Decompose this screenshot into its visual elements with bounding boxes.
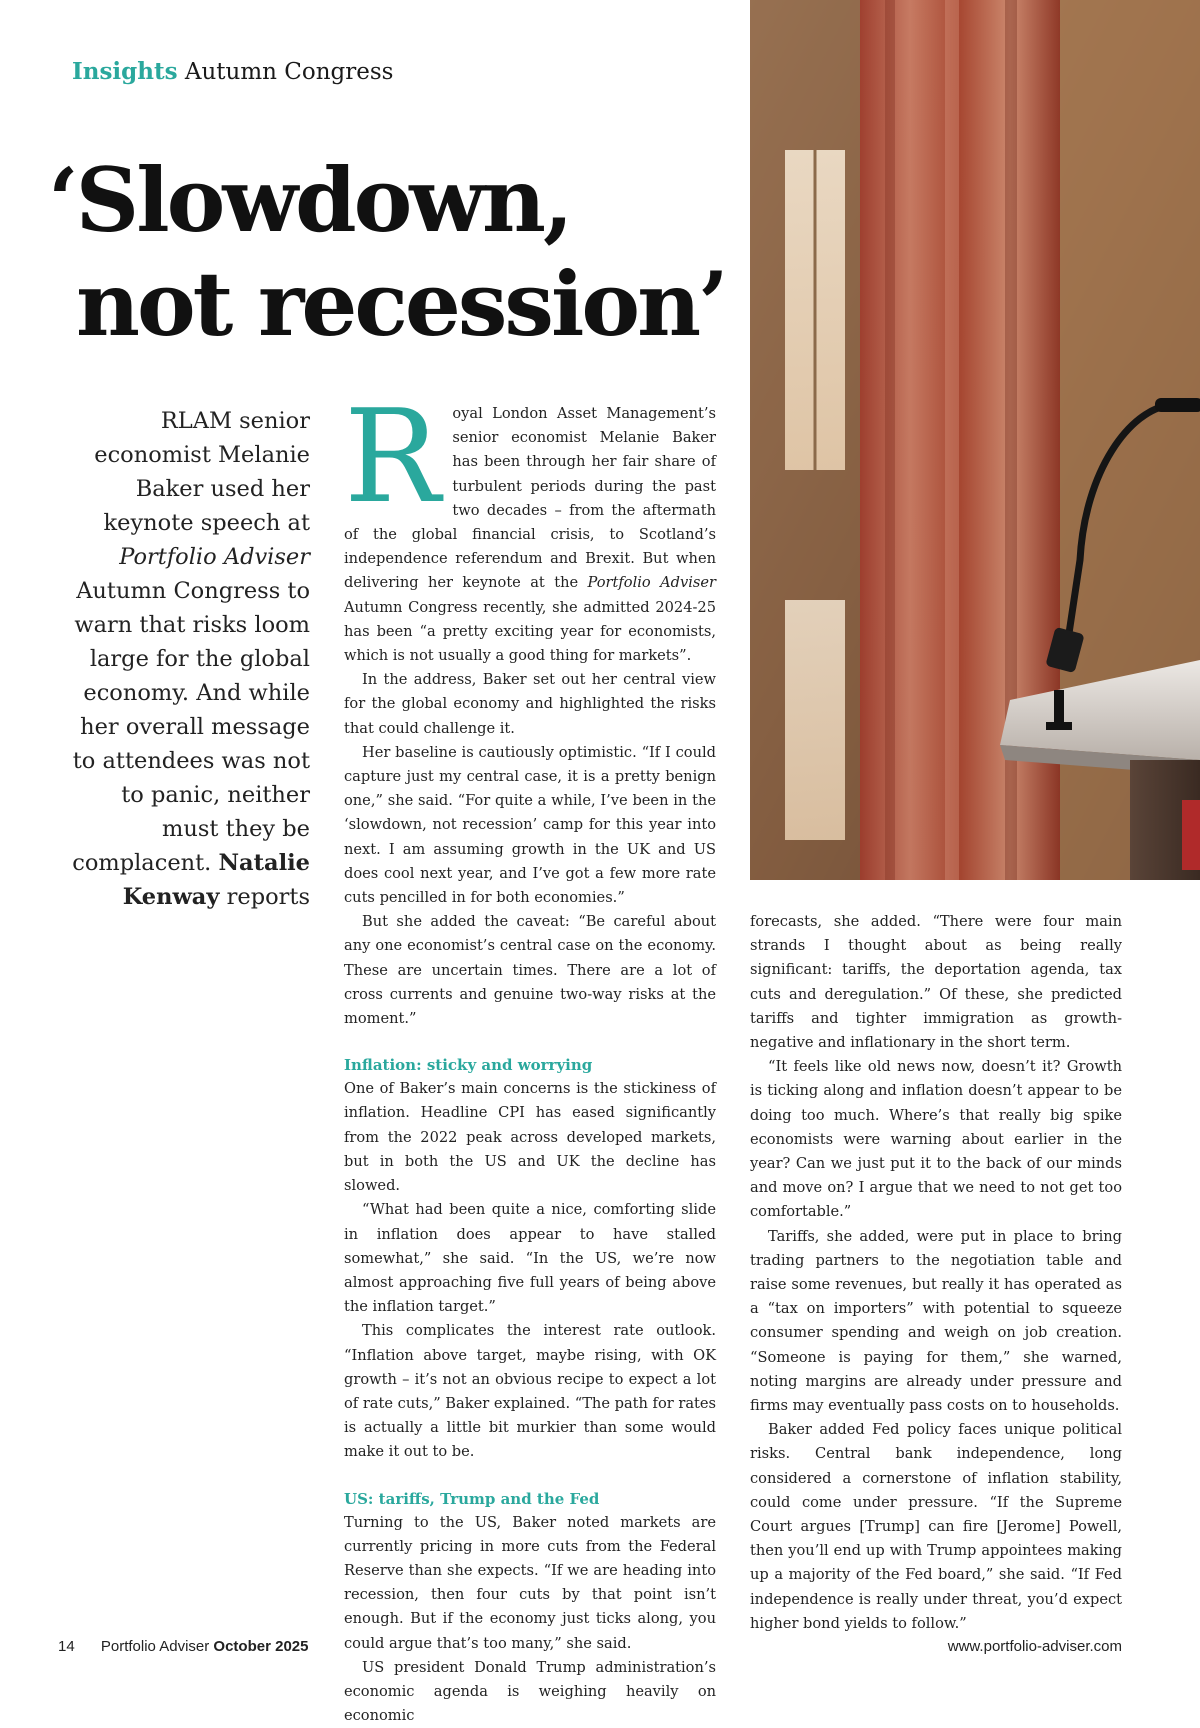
article-paragraph: Tariffs, she added, were put in place to bring trading partners to the negotiation table and raise some revenues, but really it has operated as a “tax on importers” with potential to squeeze consumer spending and weigh on job creation. “Someone is paying for them,” she warned, noting margins are already under pressure and firms may eventually pass costs on to households.: [750, 1227, 1122, 1415]
article-column-1: [344, 383, 717, 1728]
issue-date: October 2025: [213, 1638, 309, 1655]
paragraph-text: Autumn Congress recently, she admitted 2024-25 has been “a pretty exciting year for economists, which is not usually a good thing for markets”.: [344, 598, 716, 665]
lectern-photo: [750, 0, 1200, 880]
website-url: www.portfolio-adviser.com: [947, 1638, 1122, 1655]
paragraph-text: oyal London Asset Management’s senior economist Melanie Baker has been through her fair share of turbulent periods during the past two decades – from the aftermath of the global financial crisis, to Scotland’s independence referendum and Brexit. But when delivering her keynote at the: [344, 405, 716, 592]
article-paragraph: This complicates the interest rate outlook. “Inflation above target, maybe rising, with OK growth – it’s not an obvious recipe to expect a lot of rate cuts,” Baker explained. “The path for rates is actually a little bit murkier than some would make it out to be.: [344, 1322, 717, 1461]
standfirst-text-1: RLAM senior economist Melanie Baker used her keynote speech at: [94, 408, 310, 536]
standfirst-text-3: reports: [219, 884, 310, 910]
drop-cap: R: [344, 383, 441, 532]
article-paragraph: One of Baker’s main concerns is the stickiness of inflation. Headline CPI has eased significantly from the 2022 peak across developed markets, but in both the US and UK the decline has slowed.: [344, 1080, 716, 1195]
headline-line-1: ‘Slowdown,: [48, 148, 571, 252]
headline: [48, 148, 726, 356]
page-number: 14: [58, 1638, 75, 1655]
section-title: Autumn Congress: [184, 59, 394, 85]
article-paragraph: forecasts, she added. “There were four main strands I thought about as being really significant: tariffs, the deportation agenda, tax cuts and deregulation.” Of these, she predicted tariffs and tighter immigration as growth-negative and inflationary in the short term.: [750, 913, 1122, 1052]
publication-name: Portfolio Adviser: [587, 574, 716, 592]
standfirst-publication: Portfolio Adviser: [119, 544, 310, 570]
standfirst-text-2: Autumn Congress to warn that risks loom large for the global economy. And while her overall message to attendees was not to panic, neither must they be complacent.: [72, 578, 310, 876]
standfirst-author: Natalie Kenway: [122, 850, 310, 910]
section-kicker: Insights: [72, 58, 178, 85]
article-paragraph: But she added the caveat: “Be careful about any one economist’s central case on the economy. These are uncertain times. There are a lot of cross currents and genuine two-way risks at the moment.”: [344, 913, 716, 1028]
subheading-us-tariffs: US: tariffs, Trump and the Fed: [344, 1489, 600, 1508]
article-paragraph: In the address, Baker set out her central view for the global economy and highlighted the risks that could challenge it.: [344, 671, 716, 737]
article-paragraph: Turning to the US, Baker noted markets are currently pricing in more cuts from the Federal Reserve than she expects. “If we are heading into recession, then four cuts by that point isn’t enough. But if the economy just ticks along, you could argue that’s too many,” she said.: [344, 1513, 716, 1652]
article-paragraph: “It feels like old news now, doesn’t it? Growth is ticking along and inflation doesn’t appear to be doing too much. Where’s that really big spike economists were warning about earlier in the year? Can we just put it to the back of our minds and move on? I argue that we need to not get too comfortable.”: [750, 1058, 1122, 1221]
standfirst: [60, 404, 310, 914]
page-footer: [58, 1638, 1122, 1655]
subheading-inflation: Inflation: sticky and worrying: [344, 1056, 593, 1075]
section-label: [72, 58, 393, 85]
article-paragraph: Her baseline is cautiously optimistic. “If I could capture just my central case, it is a pretty benign one,” she said. “For quite a while, I’ve been in the ‘slowdown, not recession’ camp for this year into next. I am assuming growth in the UK and US does cool next year, and I’ve got a few more rate cuts pencilled in for both economies.”: [344, 743, 716, 907]
article-paragraph: [344, 383, 716, 668]
magazine-name: Portfolio Adviser: [100, 1638, 210, 1655]
article-paragraph: US president Donald Trump administration’s economic agenda is weighing heavily on economic: [344, 1658, 716, 1725]
article-column-2: [750, 910, 1122, 1636]
article-paragraph: Baker added Fed policy faces unique political risks. Central bank independence, long considered a cornerstone of inflation stability, could come under pressure. “If the Supreme Court argues [Trump] can fire [Jerome] Powell, then you’ll end up with Trump appointees making up a majority of the Fed board,” she said. “If Fed independence is really under threat, you’d expect higher bond yields to follow.”: [750, 1421, 1122, 1632]
headline-line-2: not recession’: [76, 252, 726, 356]
article-paragraph: “What had been quite a nice, comforting slide in inflation does appear to have stalled somewhat,” she said. “In the US, we’re now almost approaching five full years of being above the inflation target.”: [344, 1201, 716, 1316]
